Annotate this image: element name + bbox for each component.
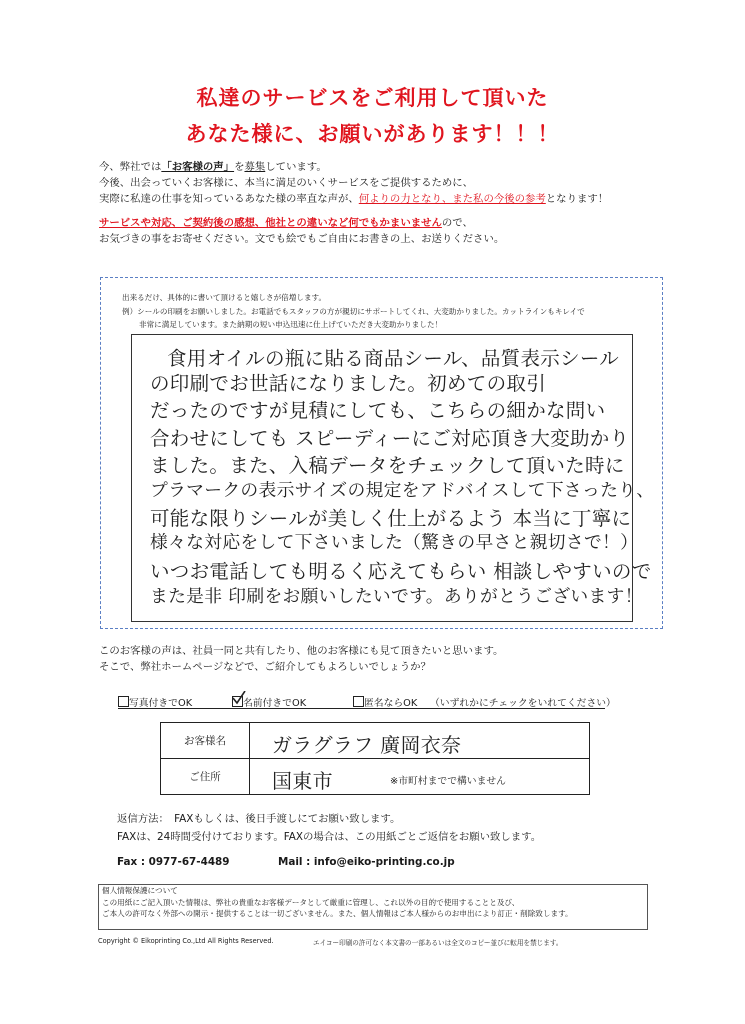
customer-name-value: ガラグラフ 廣岡衣奈 (272, 733, 462, 757)
consent-underline (118, 708, 605, 709)
customer-address-cell[interactable] (250, 759, 590, 795)
customer-name-label: お客様名 (161, 723, 250, 759)
privacy-title: 個人情報保護について (102, 886, 178, 895)
copy-notice: エイコー印刷の許可なく本文書の一部あるいは全文のコピー並びに転用を禁じます。 (313, 939, 563, 947)
checkbox-anonymous[interactable] (353, 696, 364, 707)
intro-line-4: サービスや対応、ご契約後の感想、他社との違いなど何でもかまいませんので、 (99, 217, 473, 229)
handwritten-line: いつお電話しても明るく応えてもらい 相談しやすいので (150, 560, 652, 583)
share-line-2: そこで、弊社ホームページなどで、ご紹介してもよろしいでしょうか？ (99, 661, 431, 673)
fax-number: Fax : 0977-67-4489 (117, 856, 230, 868)
privacy-text (98, 884, 648, 921)
voice-example-line-2: 非常に満足しています。また納期の短い申込迅速に仕上げていただき大変助かりました！ (139, 320, 443, 329)
intro-line-3: 実際に私達の仕事を知っているあなた様の率直な声が、何よりの力となり、また私の今後の参考となります！ (99, 193, 609, 205)
handwritten-line: の印刷でお世話になりました。初めての取引 (150, 372, 547, 395)
handwritten-line: 様々な対応をして下さいました（驚きの早さと親切さで！） (150, 532, 639, 553)
privacy-line-2: ご本人の許可なく外部への開示・提供することは一切ございません。また、個人情報はご本人様からのお申出により訂正・削除致します。 (102, 909, 573, 918)
handwritten-line: 食用オイルの瓶に貼る商品シール、品質表示シール (167, 347, 620, 370)
privacy-line-1: この用紙にご記入頂いた情報は、弊社の貴重なお客様データとして厳重に管理し、これ以外の目的で使用することと及び、 (102, 897, 520, 907)
customer-info-table (160, 722, 590, 795)
handwritten-line: 合わせにしても スピーディーにご対応頂き大変助かり (150, 427, 630, 450)
mail-address[interactable]: Mail : info@eiko-printing.co.jp (278, 856, 455, 868)
customer-address-label: ご住所 (161, 759, 250, 795)
headline-line-2: あなた様に、お願いがあります！！！ (185, 122, 560, 146)
voice-hint: 出来るだけ、具体的に書いて頂けると嬉しさが倍増します。 (122, 293, 327, 302)
consent-note: （いずれかにチェックをいれてください） (430, 698, 616, 709)
handwritten-line: プラマークの表示サイズの規定をアドバイスして下さったり、 (150, 480, 655, 501)
consent-option-photo[interactable]: 写真付きでOK (118, 695, 192, 709)
handwritten-line: また是非 印刷をお願いしたいです。ありがとうございます！ (150, 586, 643, 607)
handwritten-line: だったのですが見積にしても、こちらの細かな問い (150, 399, 606, 422)
checkbox-name[interactable] (232, 696, 243, 707)
consent-option-anonymous[interactable]: 匿名ならOK (353, 695, 417, 709)
intro-line-1: 今、弊社では「お客様の声」を募集しています。 (99, 161, 327, 173)
headline-line-1: 私達のサービスをご利用して頂いた (196, 86, 549, 110)
share-line-1: このお客様の声は、社員一同と共有したり、他のお客様にも見て頂きたいと思います。 (99, 645, 504, 657)
reply-line-1: 返信方法： FAXもしくは、後日手渡しにてお願い致します。 (117, 813, 401, 825)
reply-line-2: FAXは、24時間受付けております。FAXの場合は、この用紙ごとご返信をお願い致します。 (117, 831, 542, 843)
check-mark-icon (232, 691, 246, 705)
handwritten-line: ました。また、入稿データをチェックして頂いた時に (150, 454, 625, 477)
copyright: Copyright © Eikoprinting Co.,Ltd All Rights Reserved. (98, 937, 274, 945)
voice-example-line-1: 例）シールの印刷をお願いしました。お電話でもスタッフの方が親切にサポートしてくれ、大変助かりました。カットラインもキレイで (122, 307, 585, 316)
handwritten-line: 可能な限りシールが美しく仕上がるよう 本当に丁寧に (150, 507, 632, 530)
checkbox-photo[interactable] (118, 696, 129, 707)
customer-name-cell[interactable] (250, 723, 590, 759)
customer-address-value: 国東市 (272, 769, 333, 793)
intro-line-2: 今後、出会っていくお客様に、本当に満足のいくサービスをご提供するために、 (99, 177, 474, 189)
customer-address-note: ※市町村までで構いません (390, 776, 506, 787)
intro-line-5: お気づきの事をお寄せください。文でも絵でもご自由にお書きの上、お送りください。 (99, 233, 505, 245)
consent-option-name[interactable]: 名前付きでOK (232, 695, 306, 709)
